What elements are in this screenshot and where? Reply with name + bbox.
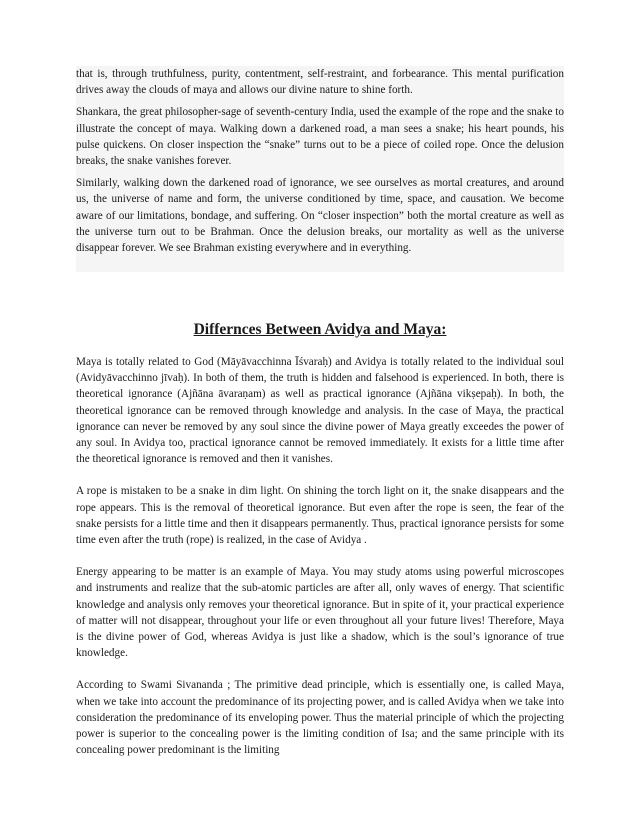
intro-paragraph-1: that is, through truthfulness, purity, contentment, self-restraint, and forbearance. This mental purification drives away the clouds of maya and allows our divine nature to shine forth. bbox=[76, 68, 564, 97]
intro-paragraph-3: Similarly, walking down the darkened road of ignorance, we see ourselves as mortal creatures, and around us, the universe of name and form, the universe conditioned by time, space, and causation. We become aware of our limitations, bondage, and suffering. On “closer inspection” both the mortal creature as well as the universe turn out to be Brahman. Once the delusion breaks, our mortality as well as the universe disappear forever. We see Brahman existing everywhere and in everything. bbox=[76, 177, 564, 255]
body-paragraph-1: Maya is totally related to God (Māyāvacchinna Īśvaraḥ) and Avidya is totally related to the individual soul (Avidyāvacchinno jīvaḥ). In both of them, the truth is hidden and falsehood is experienced. In both, there is theoretical ignorance (Ajñāna āvaraṇam) as well as practical ignorance (Ajñāna vikṣepaḥ). In both, the theoretical ignorance can be removed through knowledge and analysis. In the case of Maya, the practical ignorance can never be removed by any soul since the divine power of Maya greatly exceedes the power of any soul. In Avidya too, practical ignorance cannot be removed immediately. It exists for a little time after the theoretical ignorance is removed and then it vanishes. bbox=[76, 356, 564, 466]
body-paragraph-3: Energy appearing to be matter is an example of Maya. You may study atoms using powerful microscopes and instruments and realize that the sub-atomic particles are after all, only waves of energy. That scientific knowledge and analysis only removes your theoretical ignorance. But in spite of it, your practical experience of matter will not disappear, throughout your life or even throughout all your future lives! Therefore, Maya is the divine power of God, whereas Avidya is just like a shadow, which is the soul’s ignorance of true knowledge. bbox=[76, 566, 564, 660]
intro-paragraph-2: Shankara, the great philosopher-sage of seventh-century India, used the example of the rope and the snake to illustrate the concept of maya. Walking down a darkened road, a man sees a snake; his heart pounds, his pulse quickens. On closer inspection the “snake” turns out to be a piece of coiled rope. Once the delusion breaks, the snake vanishes forever. bbox=[76, 106, 564, 168]
body-paragraph-4: According to Swami Sivananda ; The primitive dead principle, which is essentially one, is called Maya, when we take into account the predominance of its projecting power, and is called Avidya when we take into consideration the predominance of its enveloping power. Thus the material principle of which the projecting power is superior to the concealing power is the limiting condition of Isa; and the same principle with its concealing power predominant is the limiting bbox=[76, 679, 564, 757]
shaded-text-block bbox=[76, 66, 564, 272]
body-text bbox=[76, 354, 564, 774]
section-heading: Differnces Between Avidya and Maya: bbox=[193, 321, 447, 338]
body-paragraph-2: A rope is mistaken to be a snake in dim light. On shining the torch light on it, the snake disappears and the rope appears. This is the removal of theoretical ignorance. But even after the rope is seen, the fear of the snake persists for a little time and then it disappears permanently. Thus, practical ignorance persists for some time even after the truth (rope) is realized, in the case of Avidya . bbox=[76, 485, 564, 547]
